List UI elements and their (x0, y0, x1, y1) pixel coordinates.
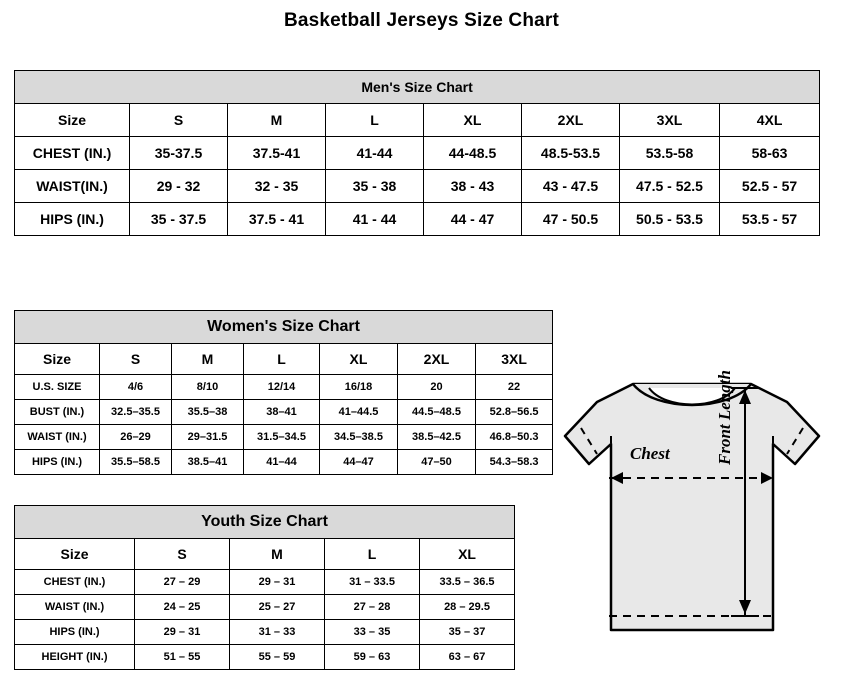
mens-waist-l: 35 - 38 (326, 170, 424, 203)
mens-waist-2xl: 43 - 47.5 (522, 170, 620, 203)
table-row (15, 375, 553, 400)
youth-col-size: Size (15, 539, 135, 570)
table-row (15, 203, 820, 236)
womens-ussize-l: 12/14 (244, 375, 320, 400)
mens-waist-m: 32 - 35 (228, 170, 326, 203)
mens-waist-s: 29 - 32 (130, 170, 228, 203)
mens-chest-m: 37.5-41 (228, 137, 326, 170)
youth-table-header-row (15, 539, 515, 570)
womens-row-label-bust: BUST (IN.) (15, 400, 100, 425)
page-title: Basketball Jerseys Size Chart (283, 10, 560, 31)
womens-hips-xl: 44–47 (320, 450, 398, 475)
mens-chest-3xl: 53.5-58 (620, 137, 720, 170)
youth-row-label-waist: WAIST (IN.) (15, 595, 135, 620)
womens-ussize-xl: 16/18 (320, 375, 398, 400)
mens-chest-xl: 44-48.5 (424, 137, 522, 170)
mens-hips-3xl: 50.5 - 53.5 (620, 203, 720, 236)
mens-hips-2xl: 47 - 50.5 (522, 203, 620, 236)
mens-size-chart-table (14, 70, 820, 236)
youth-chest-l: 31 – 33.5 (325, 570, 420, 595)
youth-height-l: 59 – 63 (325, 645, 420, 670)
mens-hips-l: 41 - 44 (326, 203, 424, 236)
womens-row-label-hips: HIPS (IN.) (15, 450, 100, 475)
youth-hips-l: 33 – 35 (325, 620, 420, 645)
womens-col-m: M (172, 344, 244, 375)
womens-waist-3xl: 46.8–50.3 (476, 425, 553, 450)
youth-height-s: 51 – 55 (135, 645, 230, 670)
mens-chest-l: 41-44 (326, 137, 424, 170)
womens-col-2xl: 2XL (398, 344, 476, 375)
youth-hips-s: 29 – 31 (135, 620, 230, 645)
youth-col-s: S (135, 539, 230, 570)
table-row (15, 595, 515, 620)
chest-measurement-label: Chest (630, 444, 670, 463)
mens-waist-xl: 38 - 43 (424, 170, 522, 203)
youth-hips-m: 31 – 33 (230, 620, 325, 645)
womens-bust-l: 38–41 (244, 400, 320, 425)
youth-col-l: L (325, 539, 420, 570)
mens-row-label-waist: WAIST(IN.) (15, 170, 130, 203)
mens-col-l: L (326, 104, 424, 137)
womens-col-3xl: 3XL (476, 344, 553, 375)
table-row (15, 137, 820, 170)
mens-col-4xl: 4XL (720, 104, 820, 137)
mens-chest-s: 35-37.5 (130, 137, 228, 170)
mens-hips-xl: 44 - 47 (424, 203, 522, 236)
youth-hips-xl: 35 – 37 (420, 620, 515, 645)
mens-col-m: M (228, 104, 326, 137)
womens-waist-m: 29–31.5 (172, 425, 244, 450)
womens-col-size: Size (15, 344, 100, 375)
mens-col-size: Size (15, 104, 130, 137)
womens-col-s: S (100, 344, 172, 375)
youth-chest-m: 29 – 31 (230, 570, 325, 595)
womens-bust-2xl: 44.5–48.5 (398, 400, 476, 425)
womens-table-caption: Women's Size Chart (15, 311, 553, 344)
mens-hips-s: 35 - 37.5 (130, 203, 228, 236)
youth-height-xl: 63 – 67 (420, 645, 515, 670)
womens-hips-m: 38.5–41 (172, 450, 244, 475)
youth-table-caption: Youth Size Chart (15, 506, 515, 539)
mens-chest-2xl: 48.5-53.5 (522, 137, 620, 170)
youth-row-label-hips: HIPS (IN.) (15, 620, 135, 645)
youth-waist-m: 25 – 27 (230, 595, 325, 620)
womens-col-xl: XL (320, 344, 398, 375)
youth-table-caption-row (15, 506, 515, 539)
womens-bust-s: 32.5–35.5 (100, 400, 172, 425)
womens-bust-3xl: 52.8–56.5 (476, 400, 553, 425)
youth-waist-xl: 28 – 29.5 (420, 595, 515, 620)
table-row (15, 400, 553, 425)
youth-col-xl: XL (420, 539, 515, 570)
womens-bust-xl: 41–44.5 (320, 400, 398, 425)
womens-row-label-waist: WAIST (IN.) (15, 425, 100, 450)
youth-row-label-height: HEIGHT (IN.) (15, 645, 135, 670)
jersey-measurement-diagram (545, 358, 835, 678)
womens-table-caption-row (15, 311, 553, 344)
jersey-shirt-icon (545, 358, 835, 678)
mens-table-caption-row (15, 71, 820, 104)
womens-hips-2xl: 47–50 (398, 450, 476, 475)
youth-waist-l: 27 – 28 (325, 595, 420, 620)
table-row (15, 425, 553, 450)
mens-hips-4xl: 53.5 - 57 (720, 203, 820, 236)
womens-waist-s: 26–29 (100, 425, 172, 450)
youth-chest-xl: 33.5 – 36.5 (420, 570, 515, 595)
youth-col-m: M (230, 539, 325, 570)
womens-bust-m: 35.5–38 (172, 400, 244, 425)
front-length-measurement-label: Front Length (715, 370, 734, 465)
mens-col-2xl: 2XL (522, 104, 620, 137)
womens-size-chart-table (14, 310, 553, 475)
womens-ussize-m: 8/10 (172, 375, 244, 400)
mens-waist-3xl: 47.5 - 52.5 (620, 170, 720, 203)
womens-ussize-3xl: 22 (476, 375, 553, 400)
mens-waist-4xl: 52.5 - 57 (720, 170, 820, 203)
mens-col-s: S (130, 104, 228, 137)
womens-row-label-us-size: U.S. SIZE (15, 375, 100, 400)
womens-ussize-2xl: 20 (398, 375, 476, 400)
womens-hips-l: 41–44 (244, 450, 320, 475)
womens-col-l: L (244, 344, 320, 375)
mens-hips-m: 37.5 - 41 (228, 203, 326, 236)
youth-row-label-chest: CHEST (IN.) (15, 570, 135, 595)
mens-table-header-row (15, 104, 820, 137)
youth-height-m: 55 – 59 (230, 645, 325, 670)
womens-hips-s: 35.5–58.5 (100, 450, 172, 475)
mens-col-3xl: 3XL (620, 104, 720, 137)
womens-hips-3xl: 54.3–58.3 (476, 450, 553, 475)
youth-chest-s: 27 – 29 (135, 570, 230, 595)
mens-table-caption: Men's Size Chart (15, 71, 820, 104)
table-row (15, 570, 515, 595)
youth-waist-s: 24 – 25 (135, 595, 230, 620)
mens-col-xl: XL (424, 104, 522, 137)
table-row (15, 620, 515, 645)
womens-ussize-s: 4/6 (100, 375, 172, 400)
table-row (15, 170, 820, 203)
womens-waist-xl: 34.5–38.5 (320, 425, 398, 450)
table-row (15, 450, 553, 475)
womens-waist-l: 31.5–34.5 (244, 425, 320, 450)
youth-size-chart-table (14, 505, 515, 670)
womens-waist-2xl: 38.5–42.5 (398, 425, 476, 450)
womens-table-header-row (15, 344, 553, 375)
mens-row-label-chest: CHEST (IN.) (15, 137, 130, 170)
mens-row-label-hips: HIPS (IN.) (15, 203, 130, 236)
mens-chest-4xl: 58-63 (720, 137, 820, 170)
table-row (15, 645, 515, 670)
